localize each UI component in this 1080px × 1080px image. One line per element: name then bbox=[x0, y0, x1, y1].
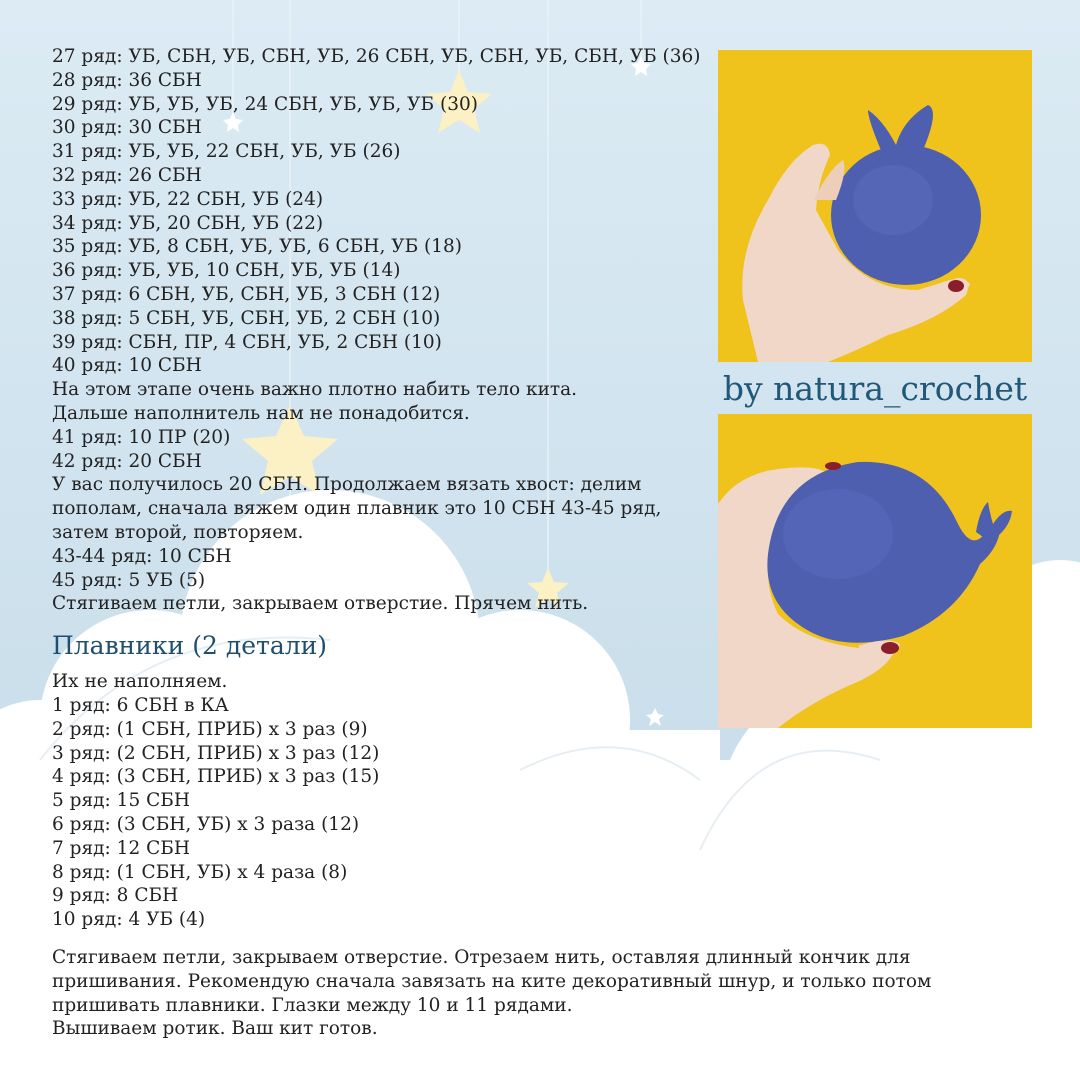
tail-note-2: пополам, сначала вяжем один плавник это 10 СБН 43-45 ряд, bbox=[52, 498, 662, 520]
fin-row-10: 10 ряд: 4 УБ (4) bbox=[52, 909, 206, 931]
row-37: 37 ряд: 6 СБН, УБ, СБН, УБ, 3 СБН (12) bbox=[52, 283, 441, 305]
credit-label: by natura_crochet bbox=[722, 369, 1028, 408]
row-33: 33 ряд: УБ, 22 СБН, УБ (24) bbox=[52, 188, 324, 210]
final-line-1: Стягиваем петли, закрываем отверстие. Отрезаем нить, оставляя длинный кончик для bbox=[52, 947, 911, 968]
row-45: 45 ряд: 5 УБ (5) bbox=[52, 569, 206, 591]
whale-photo-back bbox=[718, 50, 1032, 362]
tail-note-1: У вас получилось 20 СБН. Продолжаем вязать хвост: делим bbox=[52, 474, 642, 496]
fin-row-8: 8 ряд: (1 СБН, УБ) х 4 раза (8) bbox=[52, 861, 348, 883]
final-line-3: пришивать плавники. Глазки между 10 и 11 рядами. bbox=[52, 994, 573, 1016]
fin-row-4: 4 ряд: (3 СБН, ПРИБ) х 3 раз (15) bbox=[52, 766, 380, 788]
whale-photo-side bbox=[718, 414, 1032, 728]
row-34: 34 ряд: УБ, 20 СБН, УБ (22) bbox=[52, 212, 324, 234]
fins-note: Их не наполняем. bbox=[52, 671, 228, 693]
final-line-4: Вышиваем ротик. Ваш кит готов. bbox=[52, 1018, 378, 1040]
fin-row-6: 6 ряд: (3 СБН, УБ) х 3 раза (12) bbox=[52, 813, 360, 835]
fins-rows bbox=[52, 694, 732, 932]
stuffing-note-2: Дальше наполнитель нам не понадобится. bbox=[52, 402, 470, 424]
fin-row-5: 5 ряд: 15 СБН bbox=[52, 790, 190, 812]
body-rows bbox=[52, 45, 732, 378]
fin-row-1: 1 ряд: 6 СБН в КА bbox=[52, 694, 229, 716]
row-43-44: 43-44 ряд: 10 СБН bbox=[52, 545, 232, 567]
final-line-2: пришивания. Рекомендую сначала завязать на ките декоративный шнур, и только потом bbox=[52, 970, 932, 992]
row-40: 40 ряд: 10 СБН bbox=[52, 355, 202, 377]
row-27: 27 ряд: УБ, СБН, УБ, СБН, УБ, 26 СБН, УБ, СБН, УБ, СБН, УБ (36) bbox=[52, 46, 701, 67]
row-28: 28 ряд: 36 СБН bbox=[52, 69, 202, 91]
fin-row-7: 7 ряд: 12 СБН bbox=[52, 837, 190, 859]
row-35: 35 ряд: УБ, 8 СБН, УБ, УБ, 6 СБН, УБ (18) bbox=[52, 236, 463, 258]
row-32: 32 ряд: 26 СБН bbox=[52, 164, 202, 186]
row-29: 29 ряд: УБ, УБ, УБ, 24 СБН, УБ, УБ, УБ (30) bbox=[52, 93, 478, 115]
pattern-text-body bbox=[52, 45, 732, 932]
closing-body: Стягиваем петли, закрываем отверстие. Прячем нить. bbox=[52, 593, 589, 615]
row-39: 39 ряд: СБН, ПР, 4 СБН, УБ, 2 СБН (10) bbox=[52, 331, 442, 353]
fin-row-9: 9 ряд: 8 СБН bbox=[52, 885, 179, 907]
tail-note-3: затем второй, повторяем. bbox=[52, 521, 304, 543]
row-36: 36 ряд: УБ, УБ, 10 СБН, УБ, УБ (14) bbox=[52, 260, 401, 282]
final-instructions bbox=[52, 946, 1012, 1041]
fin-row-2: 2 ряд: (1 СБН, ПРИБ) х 3 раз (9) bbox=[52, 718, 368, 740]
row-30: 30 ряд: 30 СБН bbox=[52, 117, 202, 139]
row-42: 42 ряд: 20 СБН bbox=[52, 450, 202, 472]
row-41: 41 ряд: 10 ПР (20) bbox=[52, 426, 231, 448]
stuffing-note-1: На этом этапе очень важно плотно набить тело кита. bbox=[52, 379, 578, 401]
row-31: 31 ряд: УБ, УБ, 22 СБН, УБ, УБ (26) bbox=[52, 141, 401, 163]
fins-heading: Плавники (2 детали) bbox=[52, 631, 328, 661]
fin-row-3: 3 ряд: (2 СБН, ПРИБ) х 3 раз (12) bbox=[52, 742, 380, 764]
row-38: 38 ряд: 5 СБН, УБ, СБН, УБ, 2 СБН (10) bbox=[52, 307, 441, 329]
